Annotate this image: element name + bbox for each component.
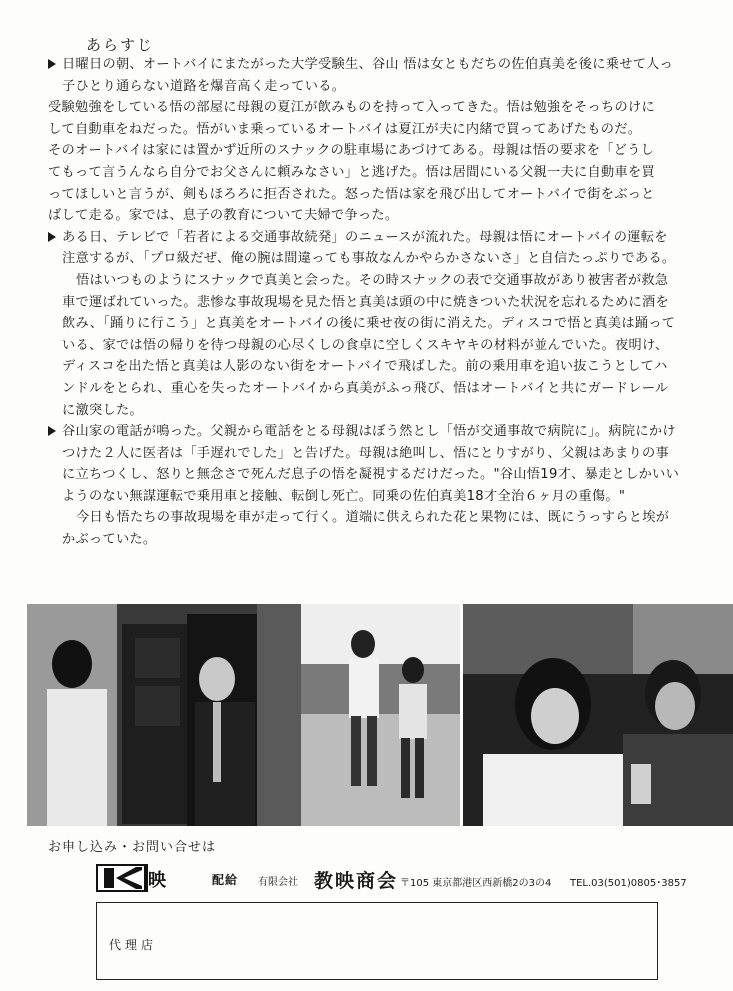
synopsis-line: つけた２人に医者は「手遅れでした」と告げた。母親は絶叫し、悟にとりすがり、父親はあまりの事 — [62, 445, 669, 461]
synopsis-line: ンドルをとられ、重心を失ったオートバイから真美がふっ飛び、悟はオートバイと共にガードレール — [62, 380, 669, 396]
still-photo-snack-bar — [463, 604, 733, 826]
inquiry-text: お申し込み・お問い合せは — [48, 840, 217, 855]
synopsis-line: 谷山家の電話が鳴った。父親から電話をとる母親はぼう然とし「悟が交通事故で病院に」。病院にかけ — [62, 424, 676, 440]
company-name: 教映商会 — [314, 870, 399, 892]
synopsis-body — [48, 54, 708, 551]
synopsis-line: いる、家では悟の帰りを待つ母親の心尽くしの食卓に空しくスキヤキの材料が並んでいた。夜明け、 — [62, 337, 669, 353]
kyoei-logo — [96, 864, 172, 892]
synopsis-line: 受験勉強をしている悟の部屋に母親の夏江が飲みものを持って入ってきた。悟は勉強をそっちのけに — [48, 100, 655, 116]
triangle-bullet-icon — [48, 426, 56, 436]
agent-box — [96, 902, 658, 980]
triangle-bullet-icon — [48, 59, 56, 69]
synopsis-line: ってほしいと言うが、剣もほろろに拒否された。怒った悟は家を飛び出してオートバイで街をぶっと — [48, 186, 655, 202]
synopsis-line: 子ひとり通らない道路を爆音高く走っている。 — [62, 78, 346, 94]
synopsis-line: に立ちつくし、怒りと無念さで死んだ息子の悟を凝視するだけだった。"谷山悟19才、暴走としかいい — [62, 467, 680, 483]
synopsis-paragraph — [48, 507, 708, 550]
synopsis-line: ようのない無謀運転で乗用車と接触、転倒し死亡。同乗の佐伯真美18才全治６ヶ月の重傷。" — [62, 488, 626, 504]
synopsis-line: 飲み、「踊りに行こう」と真美をオートバイの後に乗せ夜の街に消えた。ディスコで悟と真美は踊って — [62, 316, 676, 332]
synopsis-line: てもって言うんなら自分でお父さんに頼みなさい」と逃げた。悟は居間にいる父親一夫に自動車を買 — [48, 164, 655, 180]
synopsis-paragraph — [48, 421, 708, 507]
distribution-role: 配給 — [212, 873, 239, 887]
synopsis-line: かぶっていた。 — [62, 532, 157, 548]
synopsis-line: そのオートバイは家には置かず近所のスナックの駐車場にあづけてある。母親は悟の要求を「どうし — [48, 143, 655, 159]
logo-kanji: 映 — [148, 870, 166, 891]
triangle-bullet-icon — [48, 232, 56, 242]
synopsis-paragraph — [48, 97, 708, 227]
synopsis-line: 注意するが、「プロ級だぜ、俺の腕は間違っても事故なんかやらかさないさ」と自信たっぷりである。 — [62, 251, 676, 267]
synopsis-heading: あらすじ — [86, 36, 155, 54]
synopsis-line: 車で運ばれていった。悲惨な事故現場を見た悟と真美は頭の中に焼きついた状況を忘れるために酒を — [62, 294, 669, 310]
synopsis-paragraph — [48, 270, 708, 421]
synopsis-line: 悟はいつものようにスナックで真美と会った。その時スナックの表で交通事故があり被害者が救急 — [76, 272, 669, 288]
synopsis-line: に激突した。 — [62, 402, 143, 418]
company-tel: TEL.03(501)0805･3857 — [570, 878, 687, 889]
synopsis-line: して自動車をねだった。悟がいま乗っているオートバイは夏江が夫に内緒で買ってあげたものだ。 — [48, 121, 642, 137]
still-photo-couple-walking — [301, 604, 460, 826]
distributor-line — [96, 864, 716, 894]
synopsis-line: ディスコを出た悟と真美は人影のない街をオートバイで飛ばした。前の乗用車を追い抜こうとしてハ — [62, 359, 668, 375]
agent-label: 代理店 — [109, 938, 158, 952]
synopsis-line: ばして走る。家では、息子の教育について夫婦で争った。 — [48, 208, 399, 224]
synopsis-line: 今日も悟たちの事故現場を車が走って行く。道端に供えられた花と果物には、既にうっすらと埃が — [76, 510, 670, 526]
synopsis-paragraph — [48, 54, 708, 97]
company-type: 有限会社 — [258, 877, 298, 888]
synopsis-line: 日曜日の朝、オートバイにまたがった大学受験生、谷山 悟は女ともだちの佐伯真美を後に乗せて人っ — [62, 57, 674, 72]
company-address: 〒105 東京都港区西新橋2の3の4 — [400, 878, 552, 889]
still-photo-father-son — [27, 604, 301, 826]
synopsis-paragraph — [48, 227, 708, 270]
synopsis-line: ある日、テレビで「若者による交通事故続発」のニュースが流れた。母親は悟にオートバイの運転を — [62, 229, 668, 245]
